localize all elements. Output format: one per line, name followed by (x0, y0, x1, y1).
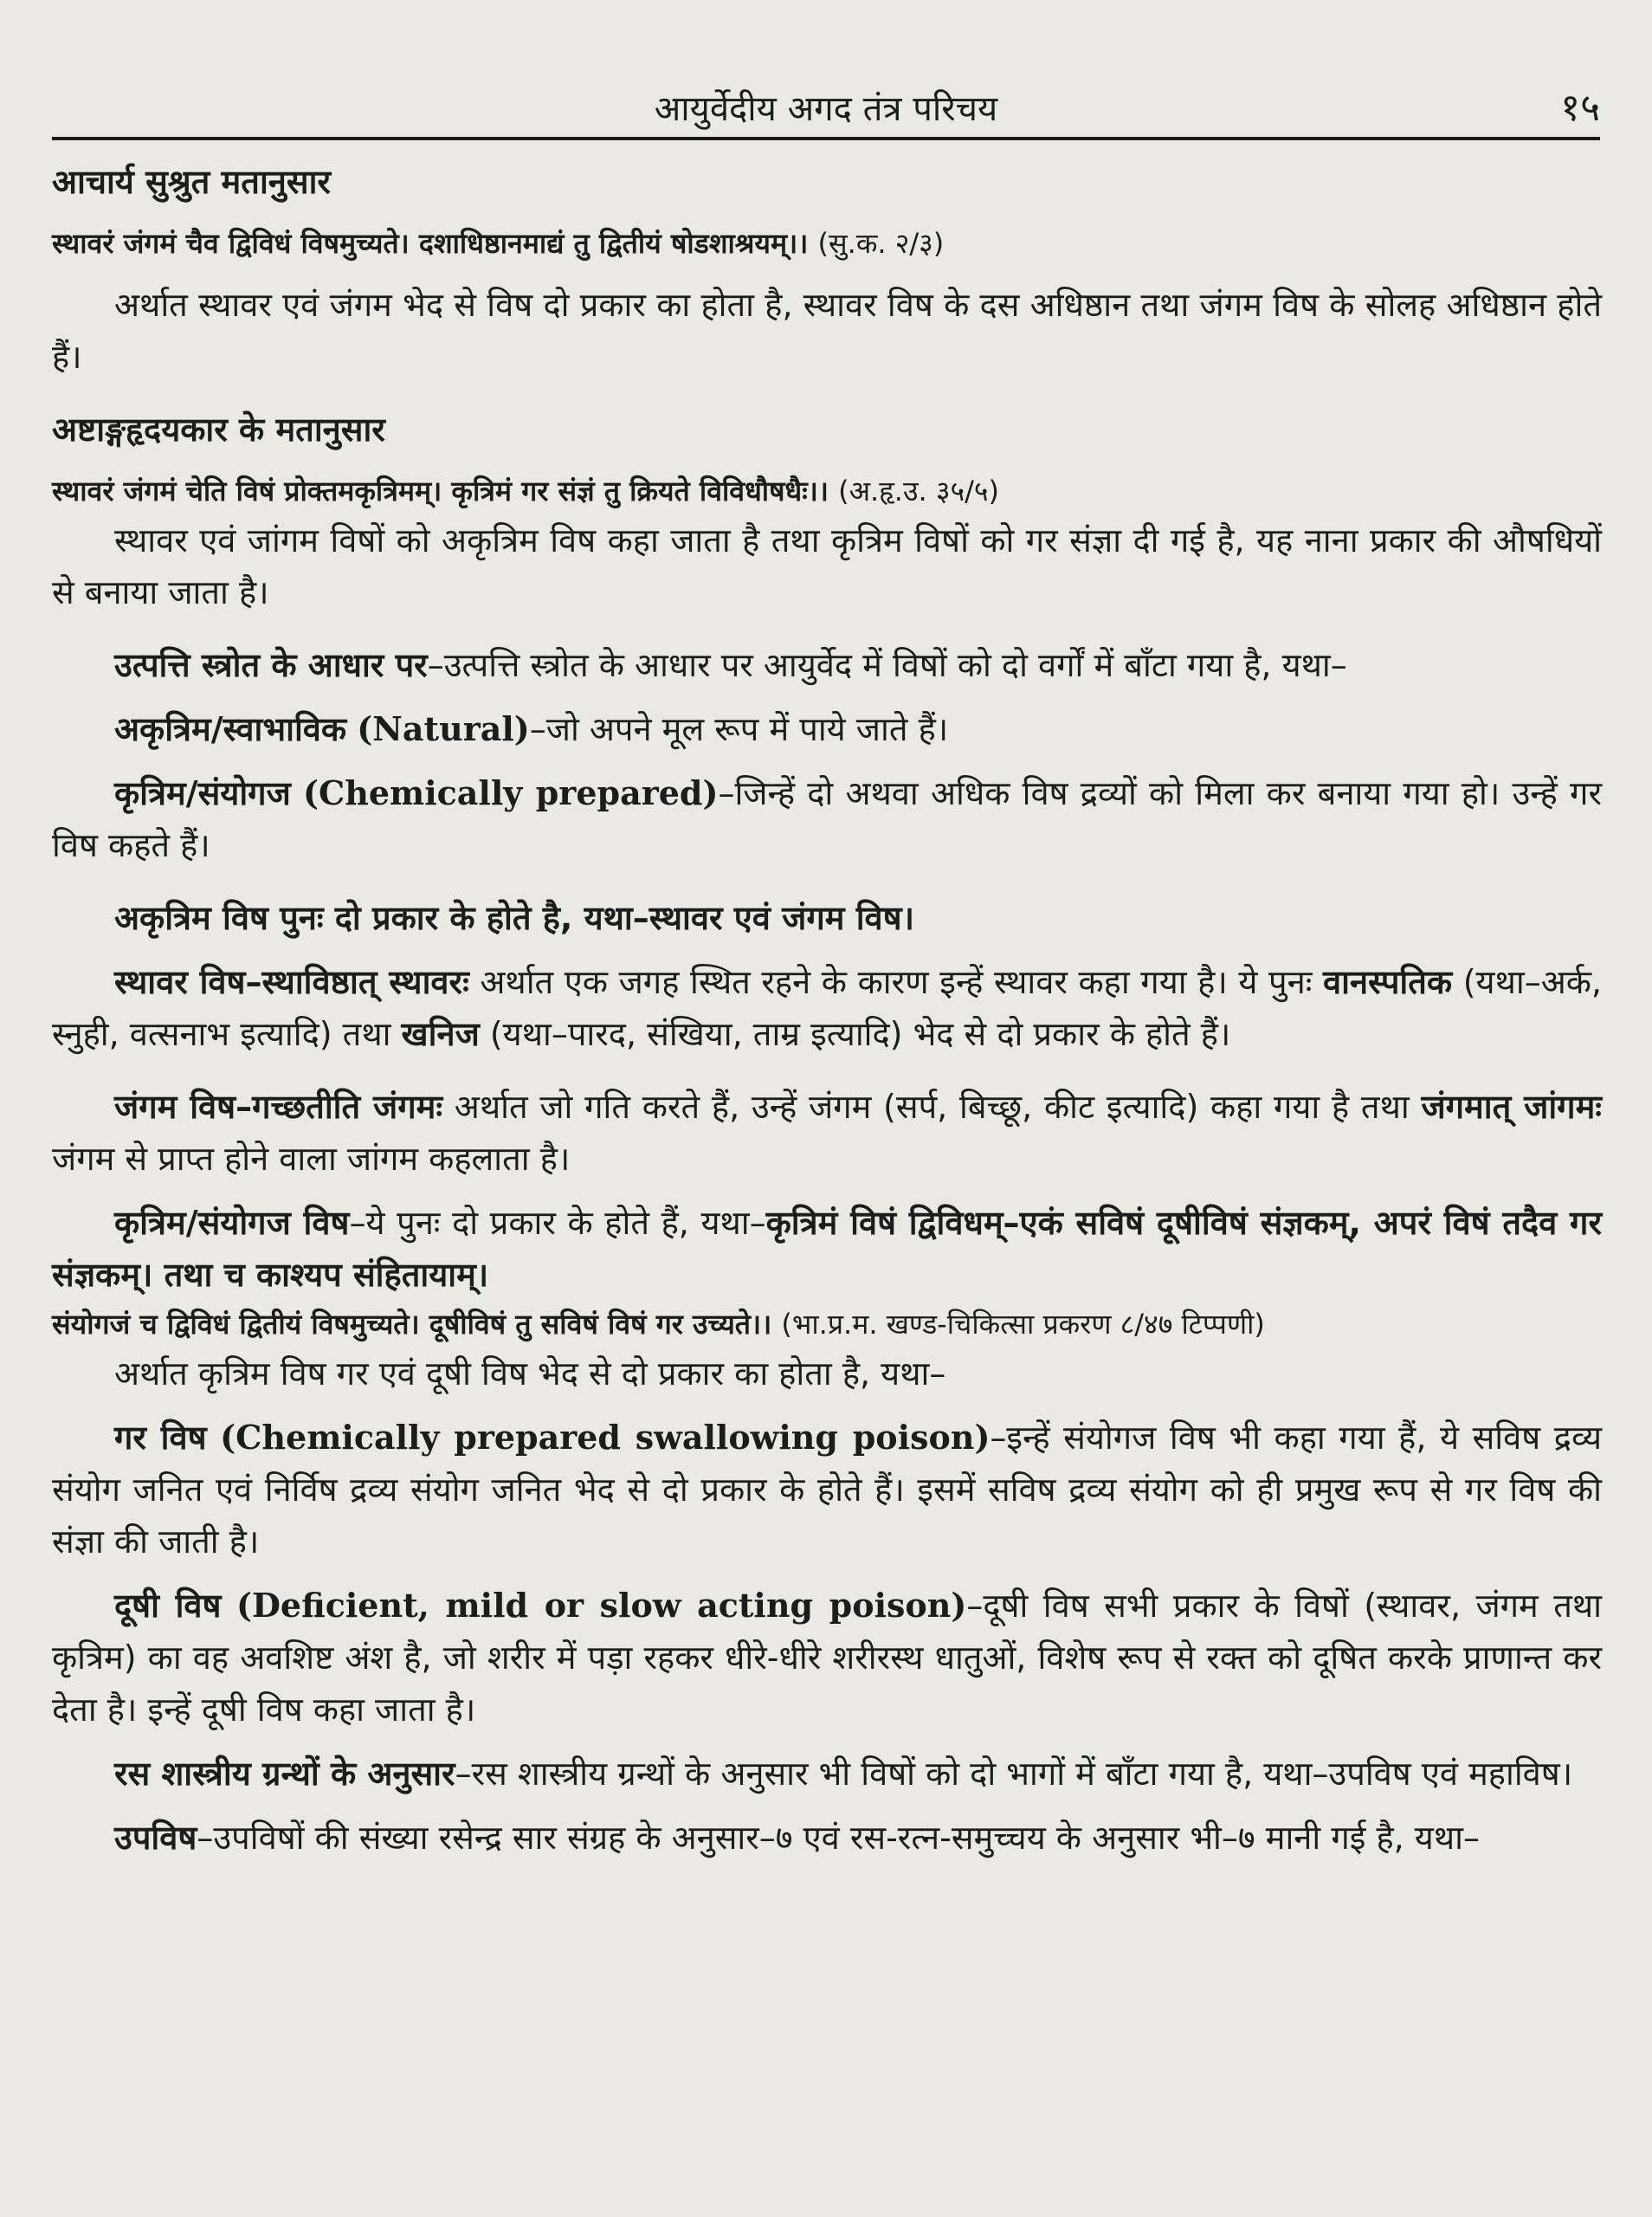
artificial-text: –जिन्हें दो अथवा अधिक विष द्रव्यों को मिला कर बनाया गया हो। उन्हें गर विष कहते हैं। (52, 774, 1602, 864)
term-origin: उत्पत्ति स्त्रोत के आधार पर (114, 646, 428, 684)
verse-sushruta (52, 220, 1602, 267)
paragraph-gar (52, 1412, 1602, 1567)
paragraph-artificial (52, 767, 1602, 871)
term-artificial: कृत्रिम/संयोगज (114, 774, 291, 812)
jangam-text-1: अर्थात जो गति करते हैं, उन्हें जंगम (सर्प, बिच्छू, कीट इत्यादि) कहा गया है तथा (442, 1088, 1422, 1126)
paragraph-kritrim-explanation: अर्थात कृत्रिम विष गर एवं दूषी विष भेद से दो प्रकार का होता है, यथा– (114, 1354, 946, 1393)
term-gar: गर विष (114, 1419, 207, 1457)
kritrim-verse-1: कृत्रिमं विषं द्विविधम्–एकं सविषं दूषीविषं संज्ञकम्, अपरं विषं तदैव गर संज्ञकम्। तथा च काश्यप संहितायाम्। (52, 1204, 1602, 1294)
section-heading-sushruta: आचार्य सुश्रुत मतानुसार (52, 163, 331, 201)
term-upavish: उपविष (114, 1819, 197, 1857)
paragraph-sthavar (52, 956, 1602, 1060)
term-kritrim: कृत्रिम/संयोगज विष (114, 1204, 350, 1242)
upavish-text: –उपविषों की संख्या रसेन्द्र सार संग्रह के अनुसार–७ एवं रस-रत्न-समुच्चय के अनुसार भी–७ मानी गई है, यथा– (197, 1819, 1480, 1857)
sthavar-text-3: (यथा–पारद, संखिया, ताम्र इत्यादि) भेद से दो प्रकार के होते हैं। (479, 1015, 1231, 1053)
term-sthavar: स्थावर विष–स्थाविष्ठात् स्थावरः (114, 963, 469, 1001)
gar-text: –इन्हें संयोगज विष भी कहा गया हैं, ये सविष द्रव्य संयोग जनित एवं निर्विष द्रव्य संयोग जनित भेद से दो प्रकार के होते हैं। इसमें सविष द्रव्य संयोग को ही प्रमुख रूप से गर विष की संज्ञा की जाती है। (52, 1419, 1602, 1561)
paragraph-origin (52, 639, 1602, 691)
term-khanij: खनिज (401, 1015, 480, 1053)
kritrim-text: –ये पुनः दो प्रकार के होते हैं, यथा– (349, 1204, 766, 1242)
term-artificial-english: (Chemically prepared) (302, 773, 719, 812)
paragraph-kritrim (52, 1197, 1602, 1301)
paragraph-jangam (52, 1081, 1602, 1185)
natural-text: –जो अपने मूल रूप में पाये जाते हैं। (529, 710, 949, 748)
origin-text: –उत्पत्ति स्त्रोत के आधार पर आयुर्वेद में विषों को दो वर्गों में बाँटा गया है, यथा– (427, 646, 1347, 684)
verse-reference: (अ.हृ.उ. ३५/५) (838, 475, 1000, 507)
running-title: आयुर्वेदीय अगद तंत्र परिचय (654, 89, 998, 129)
term-rasa: रस शास्त्रीय ग्रन्थों के अनुसार (114, 1755, 455, 1793)
term-natural-english: (Natural) (357, 709, 530, 748)
term-vanaspatik: वानस्पतिक (1322, 963, 1453, 1001)
verse-ashtanga (52, 468, 1602, 514)
page-content (52, 156, 1602, 1864)
paragraph-ashtanga-explanation: स्थावर एवं जांगम विषों को अकृत्रिम विष कहा जाता है तथा कृत्रिम विषों को गर संज्ञा दी गई है, यह नाना प्रकार की औषधियों से बनाया जाता है। (52, 521, 1602, 611)
sthavar-text-1: अर्थात एक जगह स्थित रहने के कारण इन्हें स्थावर कहा गया है। ये पुनः (468, 963, 1323, 1001)
paragraph-sushruta-explanation: अर्थात स्थावर एवं जंगम भेद से विष दो प्रकार का होता है, स्थावर विष के दस अधिष्ठान तथा जंगम विष के सोलह अधिष्ठान होते हैं। (52, 286, 1602, 376)
verse-text: स्थावरं जंगमं चेति विषं प्रोक्तमकृत्रिमम्। कृत्रिमं गर संज्ञं तु क्रियते विविधौषधैः।। (52, 475, 829, 507)
verse-reference: (सु.क. २/३) (817, 227, 945, 260)
term-jangam: जंगम विष–गच्छतीति जंगमः (114, 1088, 443, 1126)
paragraph-natural (52, 703, 1602, 755)
dushi-text: –दूषी विष सभी प्रकार के विषों (स्थावर, जंगम तथा कृत्रिम) का वह अवशिष्ट अंश है, जो शरीर में पड़ा रहकर धीरे-धीरे शरीरस्थ धातुओं, विशेष रूप से रक्त को दूषित करके प्राणान्त कर देता है। इन्हें दूषी विष कहा जाता है। (52, 1587, 1602, 1729)
verse-kritrim (52, 1301, 1602, 1348)
section-heading-ashtanga: अष्टाङ्गहृदयकार के मतानुसार (52, 410, 385, 449)
jangam-text-2: जंगम से प्राप्त होने वाला जांगम कहलाता है। (52, 1140, 571, 1178)
verse-text: संयोगजं च द्विविधं द्वितीयं विषमुच्यते। दूषीविषं तु सविषं विषं गर उच्यते।। (52, 1308, 772, 1341)
rasa-text: –रस शास्त्रीय ग्रन्थों के अनुसार भी विषों को दो भागों में बाँटा गया है, यथा–उपविष एवं महाविष। (455, 1755, 1573, 1793)
paragraph-rasa (52, 1748, 1602, 1800)
term-gar-english: (Chemically prepared swallowing poison) (220, 1418, 991, 1457)
page-number: १५ (1560, 86, 1600, 130)
term-jangamat: जंगमात् जांगमः (1421, 1088, 1602, 1126)
sthavar-text-2: (यथा–अर्क, स्नुही, वत्सनाभ इत्यादि) तथा (52, 963, 1603, 1053)
term-dushi-english: (Deficient, mild or slow acting poison) (236, 1586, 967, 1625)
verse-text: स्थावरं जंगमं चैव द्विविधं विषमुच्यते। दशाधिष्ठानमाद्यं तु द्वितीयं षोडशाश्रयम्।। (52, 227, 809, 260)
term-dushi: दूषी विष (114, 1587, 222, 1625)
paragraph-akritrim-types: अकृत्रिम विष पुनः दो प्रकार के होते है, यथा–स्थावर एवं जंगम विष। (114, 899, 915, 937)
paragraph-upavish (52, 1812, 1602, 1864)
page-header (52, 68, 1600, 140)
term-natural: अकृत्रिम/स्वाभाविक (114, 710, 347, 748)
paragraph-dushi (52, 1580, 1602, 1735)
verse-reference: (भा.प्र.म. खण्ड-चिकित्सा प्रकरण ८/४७ टिप्पणी) (781, 1308, 1265, 1341)
